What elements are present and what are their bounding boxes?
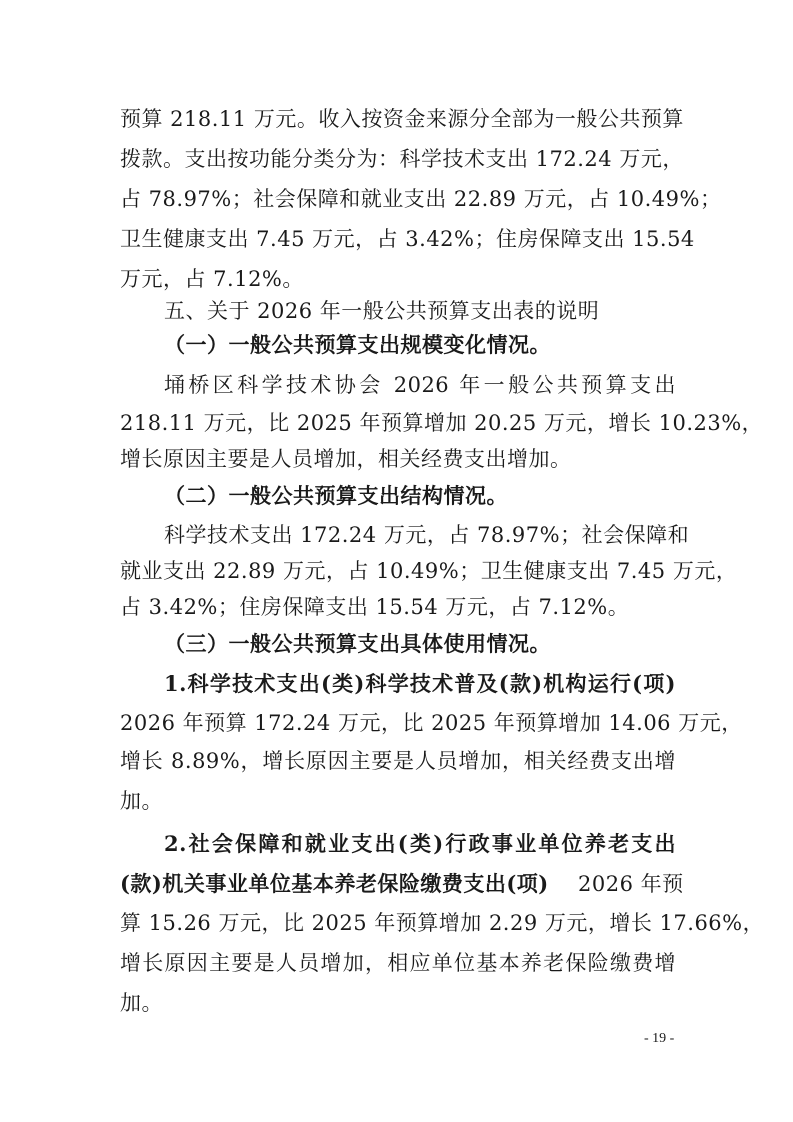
body-line-6: 埇桥区科学技术协会 2026 年一般公共预算支出 (164, 373, 676, 397)
body-line-3: 占 78.97%；社会保障和就业支出 22.89 万元，占 10.49%； (120, 187, 722, 211)
subheading-2: （二）一般公共预算支出结构情况。 (164, 483, 508, 508)
body-line-14: 加。 (120, 789, 163, 813)
body-line-7: 218.11 万元，比 2025 年预算增加 20.25 万元，增长 10.23%， (120, 411, 764, 435)
body-line-15a: 2026 年预 (578, 872, 684, 896)
subheading-3: （三）一般公共预算支出具体使用情况。 (164, 631, 551, 656)
section-heading-5: 五、关于 2026 年一般公共预算支出表的说明 (164, 299, 600, 323)
body-line-12: 2026 年预算 172.24 万元，比 2025 年预算增加 14.06 万元， (120, 711, 743, 735)
body-line-10: 就业支出 22.89 万元，占 10.49%；卫生健康支出 7.45 万元， (120, 559, 738, 583)
body-line-13: 增长 8.89%，增长原因主要是人员增加，相关经费支出增 (120, 749, 676, 773)
body-line-16: 增长原因主要是人员增加，相应单位基本养老保险缴费增 (120, 951, 676, 975)
body-line-8: 增长原因主要是人员增加，相关经费支出增加。 (120, 447, 572, 471)
subheading-1: （一）一般公共预算支出规模变化情况。 (164, 332, 551, 357)
item-2-title-cont: (款)机关事业单位基本养老保险缴费支出(项) (120, 871, 549, 896)
body-line-11: 占 3.42%；住房保障支出 15.54 万元，占 7.12%。 (120, 595, 630, 619)
body-line-9: 科学技术支出 172.24 万元，占 78.97%；社会保障和 (164, 523, 690, 547)
body-line-15: 算 15.26 万元，比 2025 年预算增加 2.29 万元，增长 17.66%， (120, 911, 765, 935)
page-number: - 19 - (644, 1031, 675, 1046)
body-line-4: 卫生健康支出 7.45 万元，占 3.42%；住房保障支出 15.54 (120, 227, 695, 251)
body-line-1: 预算 218.11 万元。收入按资金来源分全部为一般公共预算 (120, 107, 684, 131)
item-2-title: 2.社会保障和就业支出(类)行政事业单位养老支出 (164, 831, 676, 856)
body-line-17: 加。 (120, 991, 163, 1015)
item-1-title: 1.科学技术支出(类)科学技术普及(款)机构运行(项) (164, 671, 676, 696)
body-line-2: 拨款。支出按功能分类分为：科学技术支出 172.24 万元， (120, 147, 684, 171)
body-line-5: 万元，占 7.12%。 (120, 267, 304, 291)
